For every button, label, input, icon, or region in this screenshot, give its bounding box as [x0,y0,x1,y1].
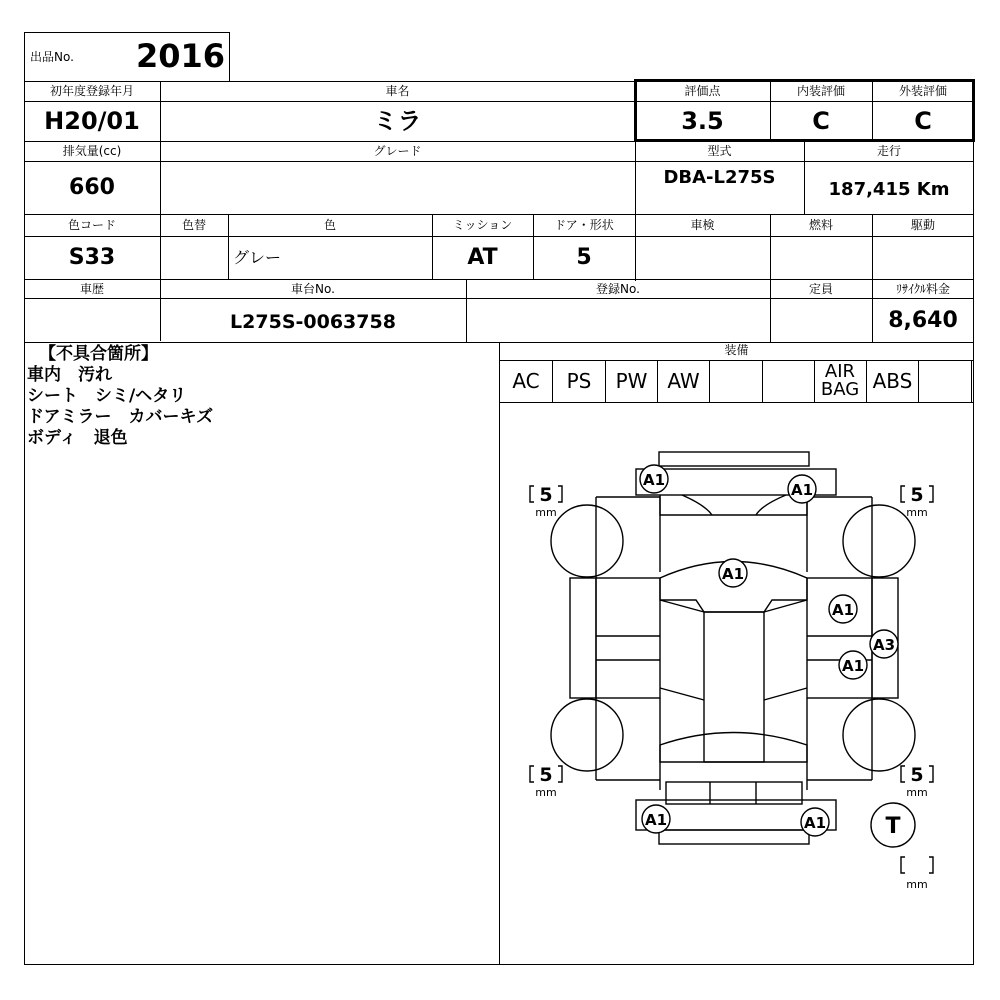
lot-number: 2016 [135,37,225,75]
unit-front-left: mm [535,506,557,519]
drive-label: 駆動 [910,218,935,232]
divider [499,402,974,403]
mark-right-rear-door: A1 [841,657,865,675]
mark-front-left: A1 [642,471,666,489]
mark-right-sill: A3 [872,636,896,654]
score-label: 評価点 [684,84,721,98]
defects-panel [27,344,213,449]
model-label: 型式 [707,144,732,158]
recycle-label: ﾘｻｲｸﾙ料金 [895,282,950,296]
car-outline [530,452,933,873]
interior-value: C [812,107,830,135]
front-bumper-outline [659,452,809,466]
tire-rear-right [843,699,915,771]
tread-front-left: 5 [539,484,553,506]
mission-value: AT [467,245,498,270]
equipment-airbag: AIR BAG [820,361,860,400]
reg-date-label: 初年度登録年月 [49,84,134,98]
mileage-value: 187,415 Km [828,179,950,200]
equipment-abs: ABS [872,369,913,393]
door-value: 5 [576,245,592,270]
plate-label: 登録No. [596,282,640,296]
score-value: 3.5 [681,107,724,135]
divider [24,161,974,162]
model-value: DBA-L275S [663,167,776,188]
chassis-value: L275S-0063758 [230,311,396,333]
tread-front-right: 5 [910,484,924,506]
displacement-value: 660 [69,175,115,200]
unit-spare: mm [906,878,928,891]
tread-rear-left: 5 [539,764,553,786]
tire-rear-left [551,699,623,771]
repaint-label: 色替 [181,218,206,232]
equipment-aw: AW [667,369,700,393]
tailgate-split [710,782,756,804]
mark-windshield: A1 [721,565,745,583]
mark-front-right: A1 [790,481,814,499]
divider [24,236,974,237]
unit-rear-left: mm [535,786,557,799]
rear-step-outline [659,830,809,844]
car-name-label: 車名 [385,84,410,98]
equipment-pw: PW [615,369,648,393]
divider [709,360,710,402]
unit-rear-right: mm [906,786,928,799]
reg-date-value: H20/01 [44,107,140,135]
divider [971,360,972,402]
recycle-value: 8,640 [888,308,958,333]
exterior-value: C [914,107,932,135]
inspection-label: 車検 [690,218,715,232]
unit-front-right: mm [906,506,928,519]
mark-rear-right: A1 [803,814,827,832]
spare-tire-label: T [885,814,901,839]
equipment-ps: PS [566,369,592,393]
color-code-value: S33 [68,245,116,270]
tire-front-left [551,505,623,577]
door-label: ドア・形状 [554,218,614,232]
divider [918,360,919,402]
history-label: 車歴 [79,282,104,296]
right-pillars [764,600,807,700]
rear-body-lines [596,698,872,790]
left-doors [596,578,660,698]
exterior-label: 外装評価 [898,84,947,98]
color-value: グレー [233,248,282,267]
defect-line: ボディ 退色 [27,428,128,448]
chassis-label: 車台No. [291,282,335,296]
capacity-label: 定員 [808,282,833,296]
color-label: 色 [323,218,336,232]
defect-line: 車内 汚れ [27,365,112,385]
mark-right-front-door: A1 [831,601,855,619]
mark-rear-left: A1 [644,811,668,829]
divider [762,360,763,402]
left-pillars [660,600,704,700]
defects-title: 【不具合箇所】 [39,344,158,364]
mileage-label: 走行 [876,144,901,158]
equipment-ac: AC [512,369,540,393]
car-damage-diagram [500,404,974,964]
left-door-split [596,636,660,660]
tire-front-right [843,505,915,577]
car-name-value: ミラ [373,107,422,135]
tailgate-outline [666,782,802,804]
headlight-outline [660,495,807,515]
color-code-label: 色コード [67,218,116,232]
defect-line: シート シミ/ヘタリ [27,386,187,406]
bracket-spare [901,857,933,873]
divider [814,360,815,402]
displacement-label: 排気量(cc) [62,144,122,158]
fuel-label: 燃料 [808,218,833,232]
tread-rear-right: 5 [910,764,924,786]
roof-outline [704,612,764,762]
equipment-label: 装備 [724,343,749,357]
interior-label: 内装評価 [796,84,845,98]
grade-label: グレード [373,144,422,158]
left-side-sill [570,578,596,698]
mission-label: ミッション [452,218,513,232]
defect-line: ドアミラー カバーキズ [27,407,214,427]
lot-label: 出品No. [30,50,74,64]
rear-window-outline [660,733,807,763]
